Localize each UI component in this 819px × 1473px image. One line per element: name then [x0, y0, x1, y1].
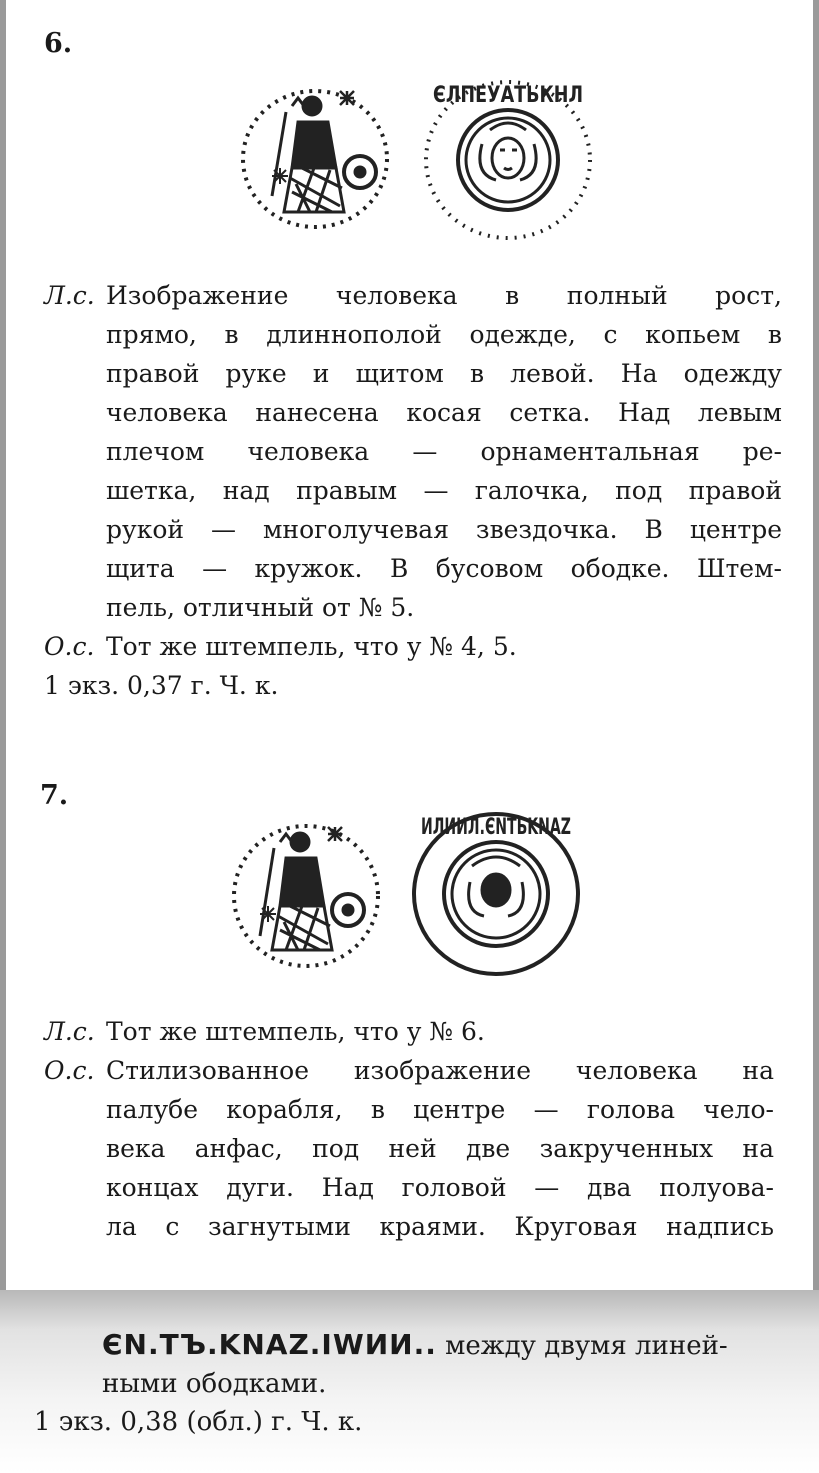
entry-6-specimen: 1 экз. 0,37 г. Ч. к. — [44, 671, 279, 700]
entry-7-inscription-line: ЄN.ТЪ.KNAZ.IWИИ.. между двумя линей- — [102, 1328, 728, 1361]
entry-7-continuation-line: ными ободками. — [102, 1369, 327, 1399]
entry-6-reverse-line: О.с. Тот же штемпель, что у № 4, 5. — [44, 627, 782, 666]
entry-6-obverse-line-4: человека нанесена косая сетка. Над левым — [106, 398, 782, 427]
entry-6-obverse-line-8: щита — кружок. В бусовом ободке. Штем- — [106, 554, 782, 583]
coin-6-reverse-legend: ЄЛПЕУАТЬКНЛ — [433, 83, 583, 108]
entry-7-reverse-line-1: О.с. Стилизованное изображение человека на — [44, 1051, 774, 1090]
coin-7-reverse-image — [408, 808, 584, 980]
entry-7-reverse-line-4: концах дуги. Над головой — два полуова- — [106, 1173, 774, 1202]
entry-7-obverse-label: Л.с. — [44, 1017, 95, 1046]
entry-7-inscription: ЄN.ТЪ.KNAZ.IWИИ.. — [102, 1328, 437, 1361]
entry-6-number: 6. — [44, 28, 73, 59]
entry-6-obverse-line-6: шетка, над правым — галочка, под правой — [106, 476, 782, 505]
entry-6-obverse-line-3: правой руке и щитом в левой. На одежду — [106, 359, 782, 388]
entry-7-text — [44, 1012, 774, 1246]
entry-7-reverse-label: О.с. — [44, 1056, 95, 1085]
entry-7-reverse-line-2: палубе корабля, в центре — голова чело- — [106, 1095, 774, 1124]
entry-6-obverse-line-5: плечом человека — орнаментальная ре- — [106, 437, 782, 466]
coin-6-reverse-image — [418, 74, 598, 246]
entry-7-obverse-line: Л.с. Тот же штемпель, что у № 6. — [44, 1012, 774, 1051]
coin-6-obverse-image — [236, 84, 394, 234]
entry-6-obverse-line-2: прямо, в длиннополой одежде, с копьем в — [106, 320, 782, 349]
entry-6-obverse-line-7: рукой — многолучевая звездочка. В центре — [106, 515, 782, 544]
entry-6-obverse-line-9: пель, отличный от № 5. — [106, 593, 415, 622]
entry-6-text — [44, 276, 782, 705]
entry-7-specimen: 1 экз. 0,38 (обл.) г. Ч. к. — [34, 1407, 363, 1437]
entry-7-reverse-line-3: века анфас, под ней две закрученных на — [106, 1134, 774, 1163]
entry-6-obverse-label: Л.с. — [44, 281, 95, 310]
entry-7-number: 7. — [40, 780, 69, 811]
coin-7-reverse-legend: ИЛИИЛ.ЄNТЬKNAZ — [421, 815, 571, 840]
entry-6-obverse-line-1: Л.с. Изображение человека в полный рост, — [44, 276, 782, 315]
entry-7-continuation — [34, 1326, 804, 1441]
entry-6-reverse-label: О.с. — [44, 632, 95, 661]
entry-7-reverse-line-5: ла с загнутыми краями. Круговая надпись — [106, 1212, 774, 1241]
coin-7-obverse-image — [226, 818, 386, 974]
